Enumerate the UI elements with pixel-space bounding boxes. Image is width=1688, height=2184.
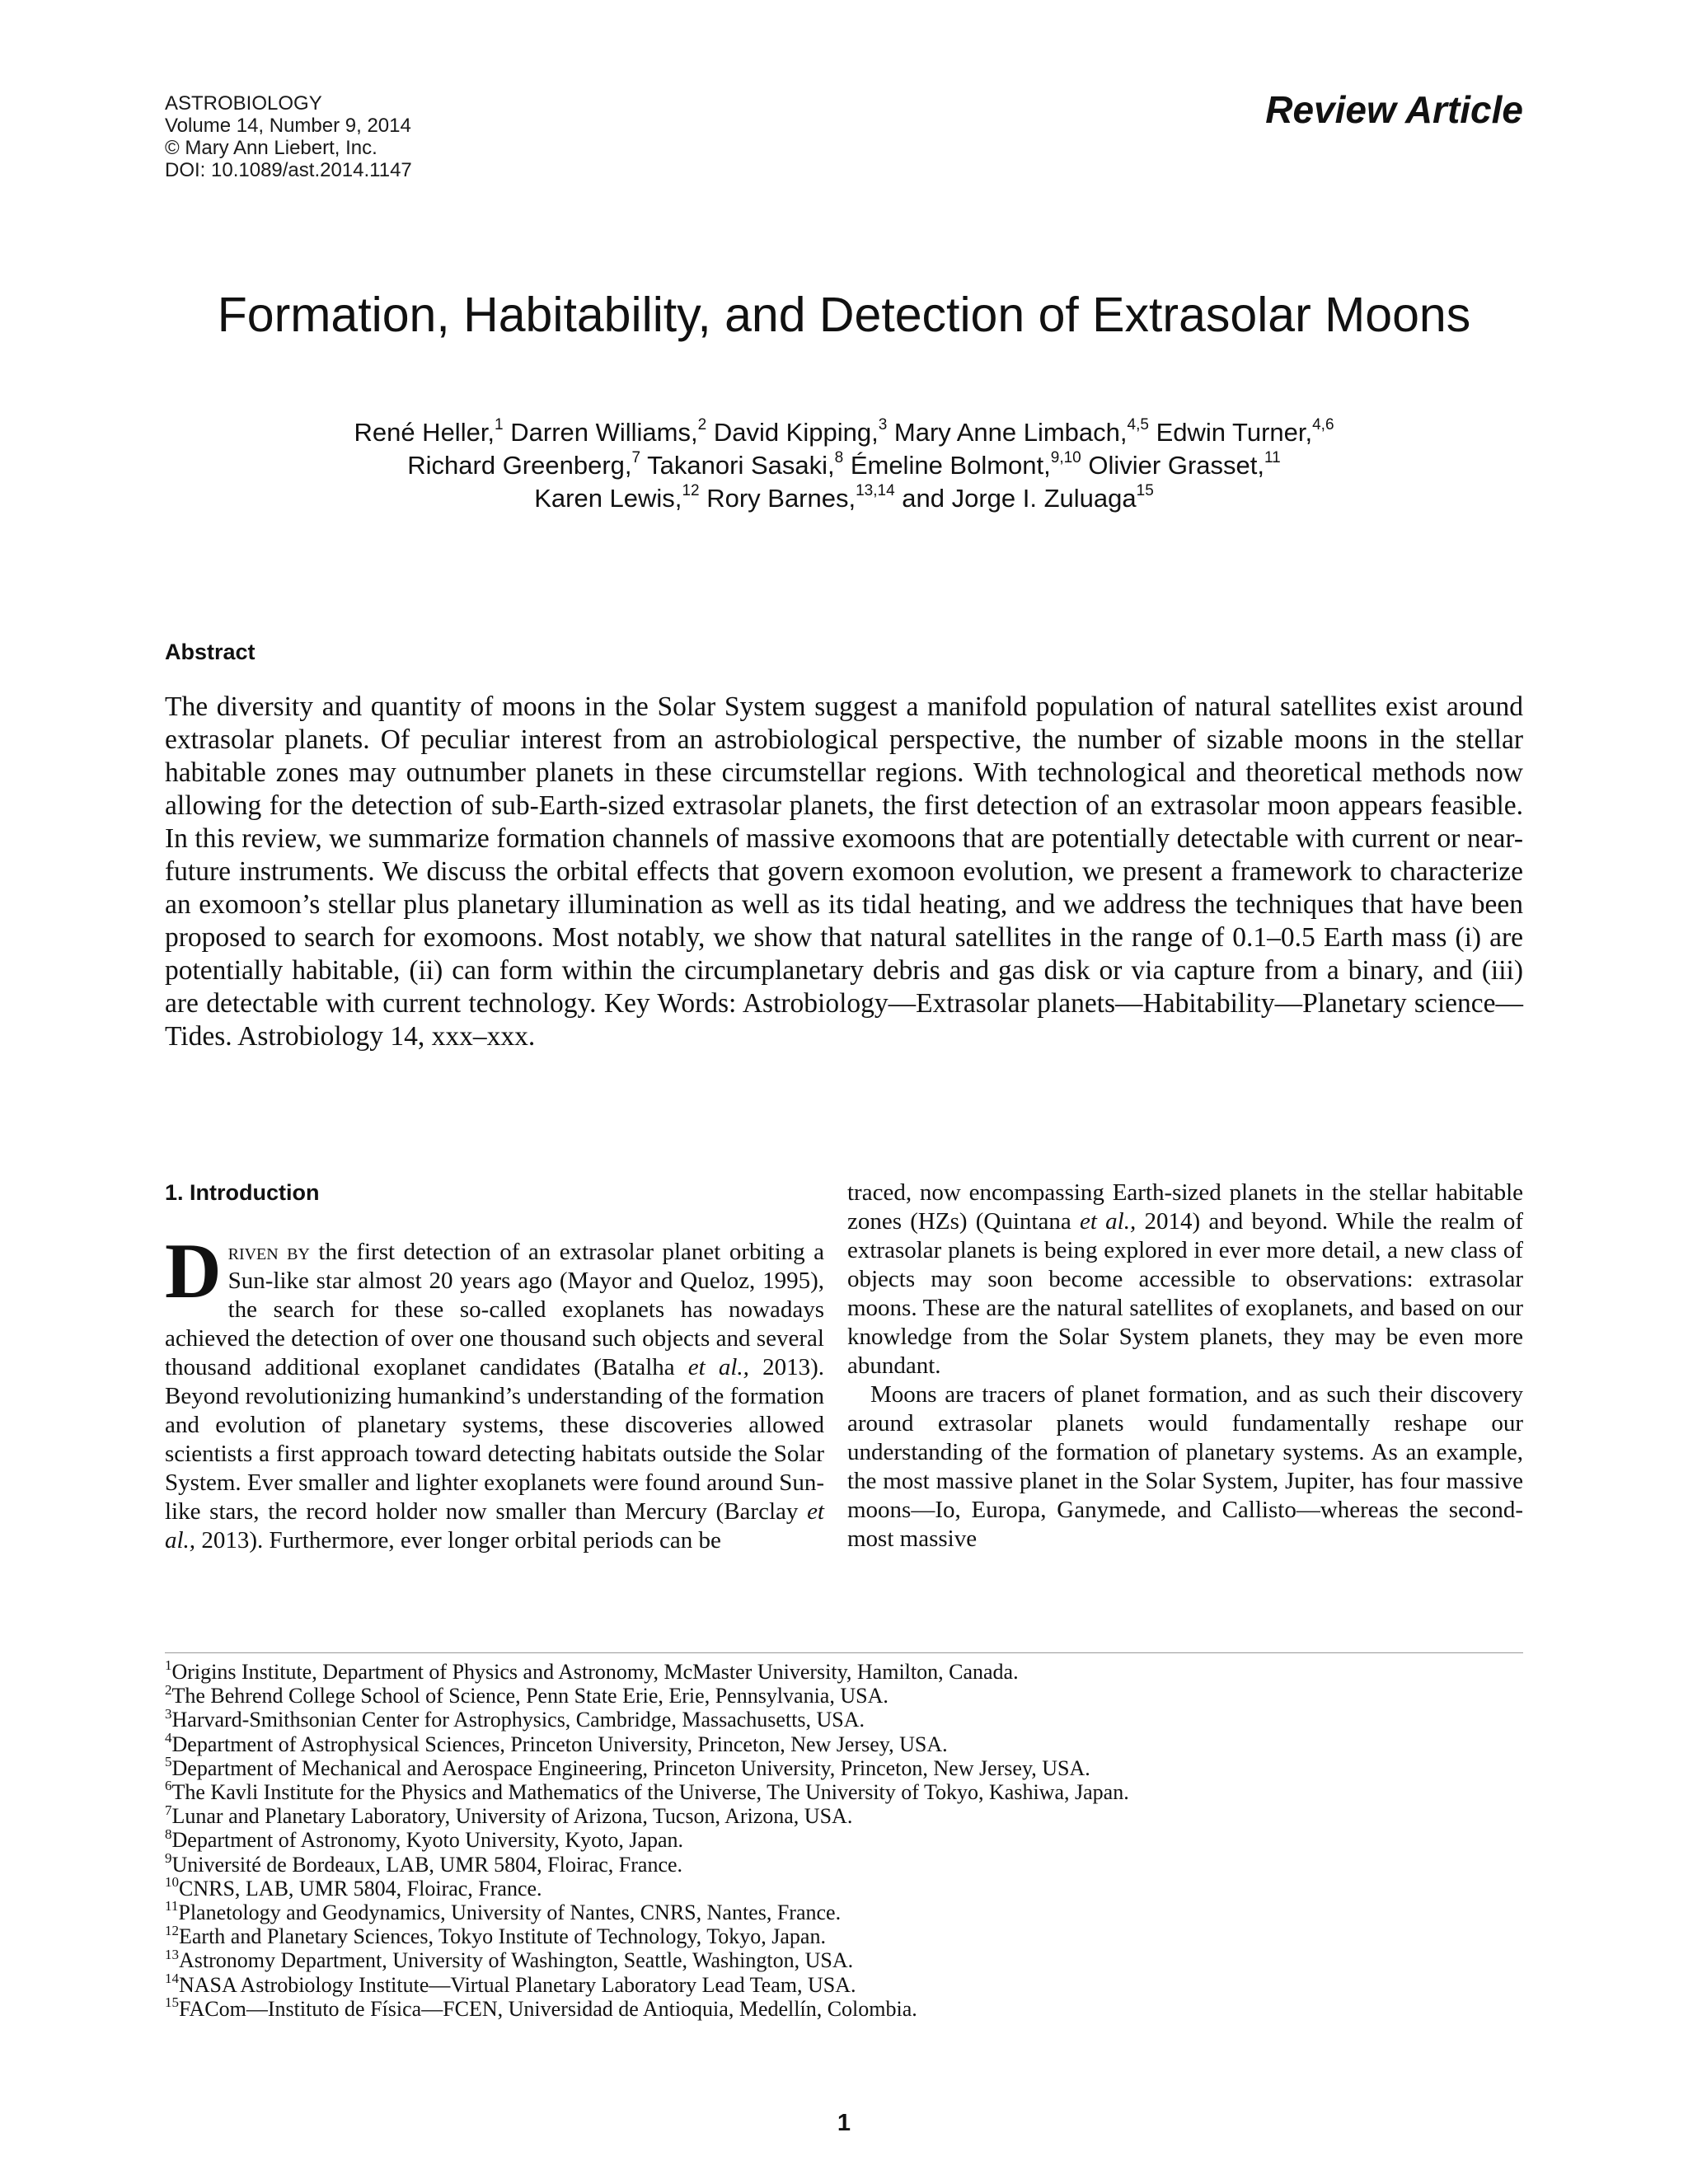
affiliation-item (165, 1849, 1523, 1877)
journal-doi: DOI: 10.1089/ast.2014.1147 (165, 159, 412, 181)
affiliation-item (165, 1729, 1523, 1756)
author-name: Émeline Bolmont, (850, 451, 1051, 480)
article-type: Review Article (1265, 88, 1523, 131)
affiliation-item (165, 1657, 1523, 1684)
author-affiliation-ref: 12 (682, 481, 700, 499)
affiliation-number: 7 (165, 1802, 172, 1818)
author-name: David Kipping, (713, 418, 879, 447)
affiliation-text: Department of Astrophysical Sciences, Princeton University, Princeton, New Jersey, USA. (171, 1732, 948, 1756)
lead-in-smallcaps: riven by (227, 1239, 310, 1265)
affiliation-item (165, 1994, 1523, 2021)
author-affiliation-ref: 4,5 (1127, 415, 1149, 434)
affiliation-item (165, 1900, 1523, 1924)
author-list (0, 416, 1688, 515)
affiliation-number: 8 (165, 1825, 172, 1842)
affiliation-number: 1 (165, 1657, 172, 1674)
citation-etal: et al., (687, 1354, 749, 1380)
drop-cap: D (165, 1227, 222, 1315)
affiliation-text: The Kavli Institute for the Physics and Mathematics of the Universe, The University of Tokyo, Kashiwa, Japan. (171, 1780, 1129, 1805)
affiliation-item (165, 1924, 1523, 1948)
paragraph-text: 2013). Beyond revolutionizing humankind’s understanding of the formation and evolution of planetary systems, these discoveries allowed scientists a first approach toward detecting habitats outside the Solar System. Ever smaller and lighter exoplanets were found around Sun-like stars, the record holder now smaller than Mercury (Barclay (165, 1354, 824, 1525)
citation-etal: et al., (165, 1498, 824, 1554)
intro-paragraph-1 (165, 1227, 824, 1555)
affiliation-number: 9 (165, 1849, 172, 1866)
footnote-divider (165, 1652, 1523, 1653)
affiliation-text: Department of Mechanical and Aerospace Engineering, Princeton University, Princeton, New Jersey, USA. (171, 1755, 1090, 1780)
intro-paragraph-2: Moons are tracers of planet formation, and as such their discovery around extrasolar planets would fundamentally reshape our understanding of the formation of planetary systems. As an example, the most massive planet in the Solar System, Jupiter, has four massive moons—Io, Europa, Ganymede, and Callisto—whereas the second-most massive (847, 1381, 1523, 1552)
affiliation-text: Department of Astronomy, Kyoto University, Kyoto, Japan. (171, 1828, 684, 1853)
body-column-left (165, 1227, 824, 1555)
affiliation-item (165, 1756, 1523, 1780)
affiliation-text: Lunar and Planetary Laboratory, University of Arizona, Tucson, Arizona, USA. (171, 1804, 853, 1829)
paragraph-text-continued: 2013). Furthermore, ever longer orbital periods can be (195, 1527, 721, 1554)
affiliation-list (165, 1657, 1523, 2021)
author-name: Karen Lewis, (534, 484, 682, 513)
affiliation-item (165, 1970, 1523, 1997)
author-affiliation-ref: 1 (495, 415, 504, 434)
affiliation-number: 3 (165, 1705, 172, 1722)
author-line-1 (0, 416, 1688, 449)
affiliation-text: Université de Bordeaux, LAB, UMR 5804, Floirac, France. (171, 1852, 683, 1877)
affiliation-text: NASA Astrobiology Institute—Virtual Planetary Laboratory Lead Team, USA. (179, 1972, 856, 1997)
journal-volume: Volume 14, Number 9, 2014 (165, 115, 411, 137)
paragraph-text: the first detection of an extrasolar planet orbiting a Sun-like star almost 20 years ago (Mayor and Queloz, 1995), the search for these so-called exoplanets has nowadays achieved the detection of over one thousand such objects and several thousand additional exoplanet candidates (Batalha (165, 1239, 824, 1380)
affiliation-text: Earth and Planetary Sciences, Tokyo Institute of Technology, Tokyo, Japan. (179, 1924, 826, 1949)
affiliation-number: 4 (165, 1729, 172, 1746)
affiliation-item (165, 1804, 1523, 1828)
paper-title: Formation, Habitability, and Detection of Extrasolar Moons (217, 288, 1471, 342)
author-line-3 (0, 482, 1688, 515)
author-name: Takanori Sasaki, (647, 451, 835, 480)
affiliation-text: Planetology and Geodynamics, University of Nantes, CNRS, Nantes, France. (178, 1900, 842, 1925)
affiliation-number: 13 (165, 1946, 179, 1962)
paragraph-text: traced, now encompassing Earth-sized planets in the stellar habitable zones (HZs) (Quintana (847, 1179, 1523, 1235)
author-name: Richard Greenberg, (407, 451, 632, 480)
affiliation-item (165, 1948, 1523, 1972)
affiliation-number: 2 (165, 1681, 172, 1698)
affiliation-text: Origins Institute, Department of Physics and Astronomy, McMaster University, Hamilton, Canada. (171, 1660, 1019, 1684)
affiliation-item (165, 1705, 1523, 1732)
author-name: Darren Williams, (510, 418, 698, 447)
author-name: and Jorge I. Zuluaga (902, 484, 1137, 513)
affiliation-item (165, 1780, 1523, 1804)
citation-etal: et al., (1079, 1208, 1137, 1235)
affiliation-text: The Behrend College School of Science, Penn State Erie, Erie, Pennsylvania, USA. (171, 1684, 889, 1708)
affiliation-number: 11 (165, 1898, 179, 1915)
affiliation-number: 10 (165, 1874, 179, 1891)
author-affiliation-ref: 8 (834, 448, 844, 466)
paragraph-text: 2014) and beyond. While the realm of extrasolar planets is being explored in ever more detail, a new class of objects may soon become accessible to observations: extrasolar moons. These are the natural satellites of exoplanets, and based on our knowledge from the Solar System planets, they may be even more abundant. (847, 1208, 1523, 1379)
affiliation-number: 15 (165, 1994, 179, 2011)
author-line-2 (0, 449, 1688, 482)
affiliation-text: Harvard-Smithsonian Center for Astrophysics, Cambridge, Massachusetts, USA. (171, 1708, 865, 1732)
journal-publisher: © Mary Ann Liebert, Inc. (165, 137, 377, 159)
author-name: Rory Barnes, (706, 484, 856, 513)
affiliation-number: 5 (165, 1754, 172, 1770)
journal-name: ASTROBIOLOGY (165, 92, 322, 115)
author-name: Mary Anne Limbach, (893, 418, 1128, 447)
author-affiliation-ref: 7 (631, 448, 641, 466)
affiliation-item (165, 1825, 1523, 1853)
affiliation-number: 12 (165, 1922, 179, 1938)
author-affiliation-ref: 3 (878, 415, 888, 434)
author-affiliation-ref: 9,10 (1050, 448, 1081, 466)
affiliation-text: FACom—Instituto de Física—FCEN, Universidad de Antioquia, Medellín, Colombia. (179, 1996, 917, 2021)
author-affiliation-ref: 13,14 (856, 481, 895, 499)
introduction-heading: 1. Introduction (165, 1180, 320, 1205)
author-name: Edwin Turner, (1156, 418, 1313, 447)
author-affiliation-ref: 2 (697, 415, 707, 434)
intro-paragraph-1-continued (847, 1179, 1523, 1380)
page-number: 1 (837, 2110, 851, 2136)
affiliation-number: 6 (165, 1778, 172, 1794)
affiliation-number: 14 (165, 1970, 179, 1986)
affiliation-text: Astronomy Department, University of Washington, Seattle, Washington, USA. (179, 1948, 854, 1973)
body-column-right (847, 1179, 1523, 1554)
journal-info (165, 92, 412, 181)
affiliation-item (165, 1681, 1523, 1708)
author-name: René Heller, (354, 418, 495, 447)
affiliation-item (165, 1874, 1523, 1900)
abstract-text: The diversity and quantity of moons in the Solar System suggest a manifold population of natural satellites exist around extrasolar planets. Of peculiar interest from an astrobiological perspective, the number of sizable moons in the stellar habitable zones may outnumber planets in these circumstellar regions. With technological and theoretical methods now allowing for the detection of sub-Earth-sized extrasolar planets, the first detection of an extrasolar moon appears feasible. In this review, we summarize formation channels of massive exomoons that are potentially detectable with current or near-future instruments. We discuss the orbital effects that govern exomoon evolution, we present a framework to characterize an exomoon’s stellar plus planetary illumination as well as its tidal heating, and we address the techniques that have been proposed to search for exomoons. Most notably, we show that natural satellites in the range of 0.1–0.5 Earth mass (i) are potentially habitable, (ii) can form within the circumplanetary debris and gas disk or via capture from a binary, and (iii) are detectable with current technology. Key Words: Astrobiology—Extrasolar planets—Habitability—Planetary science—Tides. Astrobiology 14, xxx–xxx. (165, 691, 1523, 1052)
author-affiliation-ref: 11 (1264, 448, 1281, 466)
affiliation-text: CNRS, LAB, UMR 5804, Floirac, France. (179, 1876, 542, 1900)
abstract-heading: Abstract (165, 640, 256, 664)
author-name: Olivier Grasset, (1088, 451, 1264, 480)
author-affiliation-ref: 4,6 (1312, 415, 1334, 434)
author-affiliation-ref: 15 (1136, 481, 1154, 499)
